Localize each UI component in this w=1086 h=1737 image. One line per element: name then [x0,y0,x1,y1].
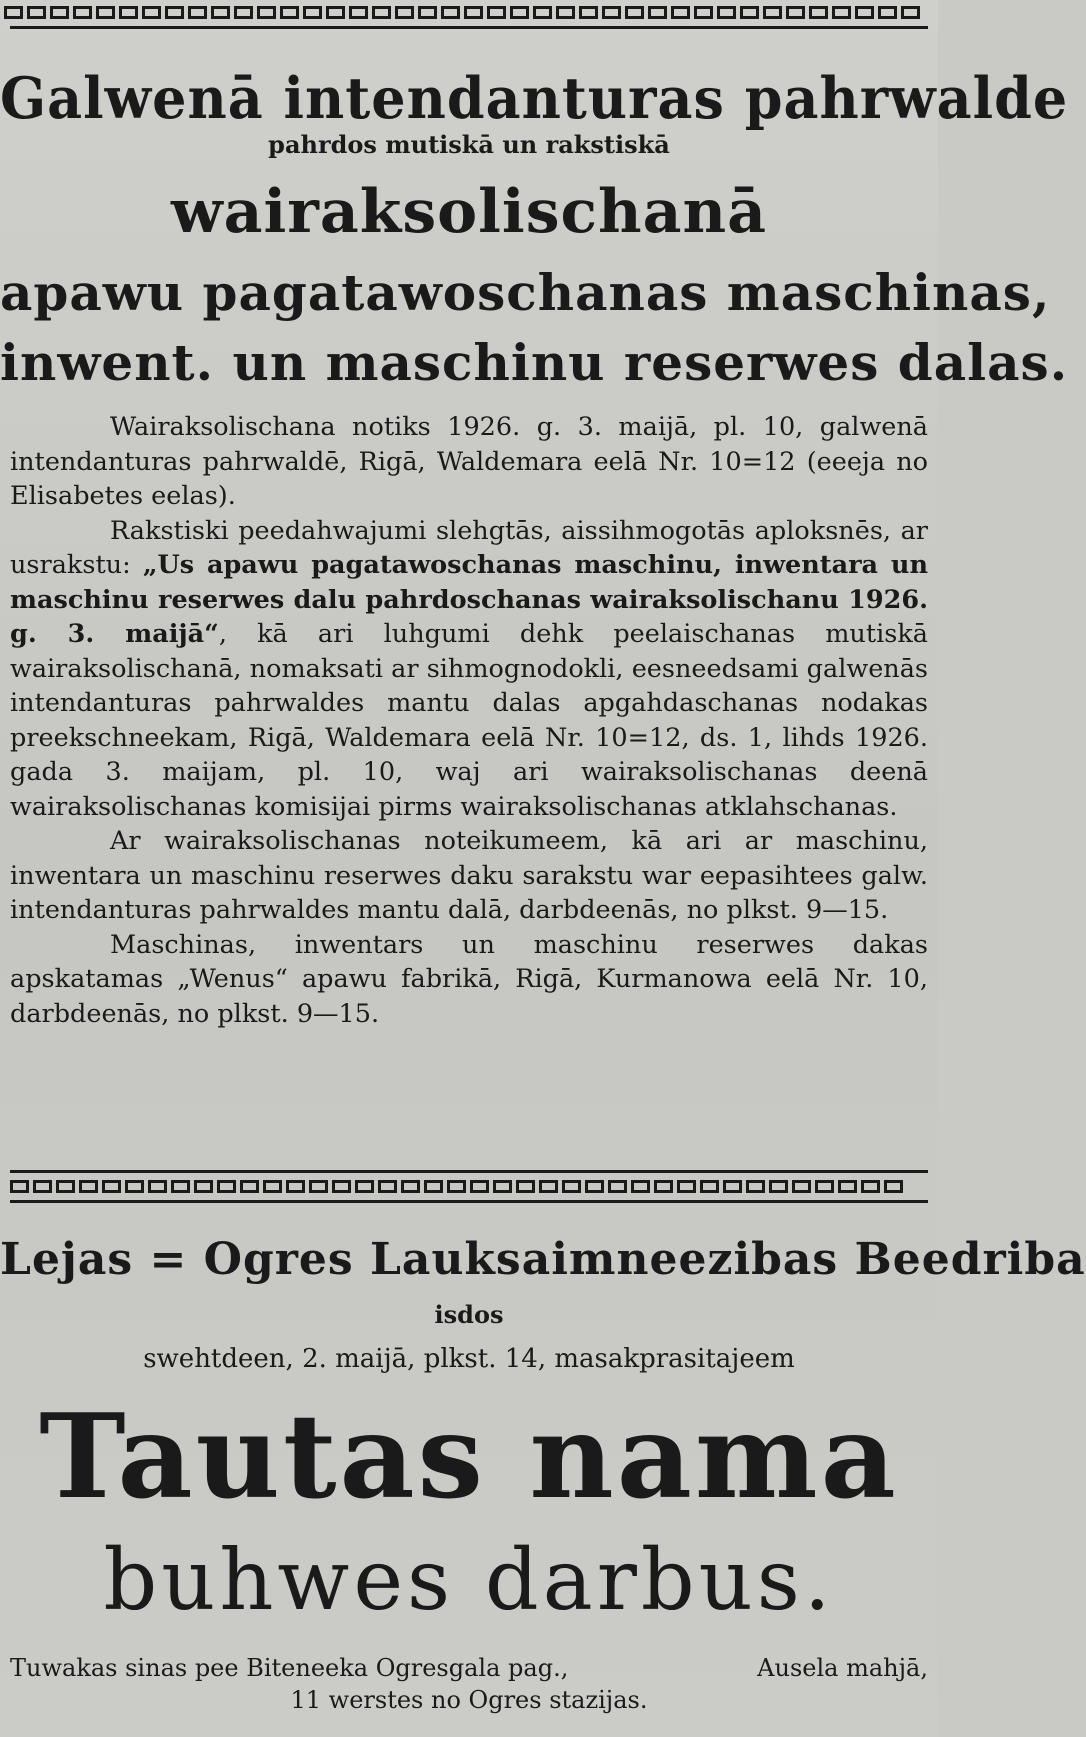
ad1-para4: Maschinas, inwentars un maschinu reserwes dakas apskatamas „Wenus“ apawu fabrikā, Rigā, Kurmanowa eelā Nr. 10, darbdeenās, no plkst. 9—15. [10,929,928,1029]
ad2-footer-left: Tuwakas sinas pee Biteneeka Ogresgala pag., [10,1654,569,1682]
ad2-title: Lejas = Ogres Lauksaimneezibas Beedriba [0,1234,1086,1285]
middle-ornament-border [10,1176,928,1196]
ad1-subtitle: pahrdos mutiskā un rakstiskā [268,130,670,159]
ad1-para2-end: , kā ari luhgumi dehk peelaischanas mutiskā wairaksolischanā, nomaksati ar sihmognodokli, eesneedsami galwenās intendanturas pahrwaldes mantu dalas apgahdaschanas nodakas preekschneekam, Rigā, Waldemara eelā Nr. 10=12, ds. 1, lihds 1926. gada 3. maijam, pl. 10, waj ari wairaksolischanas deenā wairaksolischanas komisijai pirms wairaksolischanas atklahschanas. [10,619,928,822]
ad2-big-subtitle: buhwes darbus. [103,1531,835,1629]
ad1-para1: Wairaksolischana notiks 1926. g. 3. maijā, pl. 10, galwenā intendanturas pahrwaldē, Rigā, Waldemara eelā Nr. 10=12 (eeeja no Elisabetes eelas). [10,412,928,511]
ad1-para2-start: Rakstiski peedahwajumi slehgtās, aissihmogotās aploksnēs, ar usrakstu: [10,515,928,580]
ad2-footer [10,1652,928,1716]
ad2-big-title: Tautas nama [39,1389,899,1525]
ad1-title: Galwenā intendanturas pahrwalde [0,64,1069,132]
ad1-items-line2: inwent. un maschinu reserwes dalas. [0,333,1069,392]
top-ornament-border [4,2,932,22]
ad1-para2 [10,514,928,825]
ad1-items-line1: apawu pagatawoschanas maschinas, [0,263,1051,322]
ad1-para3: Ar wairaksolischanas noteikumeem, kā ari ar maschinu, inwentara un maschinu reserwes daku sarakstu war eepasihtees galw. intendanturas pahrwaldes mantu dalā, darbdeenās, no plkst. 9—15. [10,826,928,925]
middle-rule-top [10,1170,928,1173]
ad1-heading: wairaksolischanā [170,177,768,247]
ad1-para2-quote: „Us apawu pagatawoschanas maschinu, inwentara un maschinu reserwes dalu pahrdoschanas wairaksolischanu 1926. g. 3. maijā“ [10,550,928,649]
ad1-body [10,410,928,1031]
ad2-line1: isdos [434,1300,504,1329]
ad2-line2: swehtdeen, 2. maijā, plkst. 14, masakprasitajeem [143,1344,795,1374]
top-rule [10,26,928,29]
ad2-footer-line2: 11 werstes no Ogres stazijas. [290,1686,648,1714]
ad2-footer-right: Ausela mahjā, [757,1654,928,1682]
middle-rule-bottom [10,1200,928,1203]
